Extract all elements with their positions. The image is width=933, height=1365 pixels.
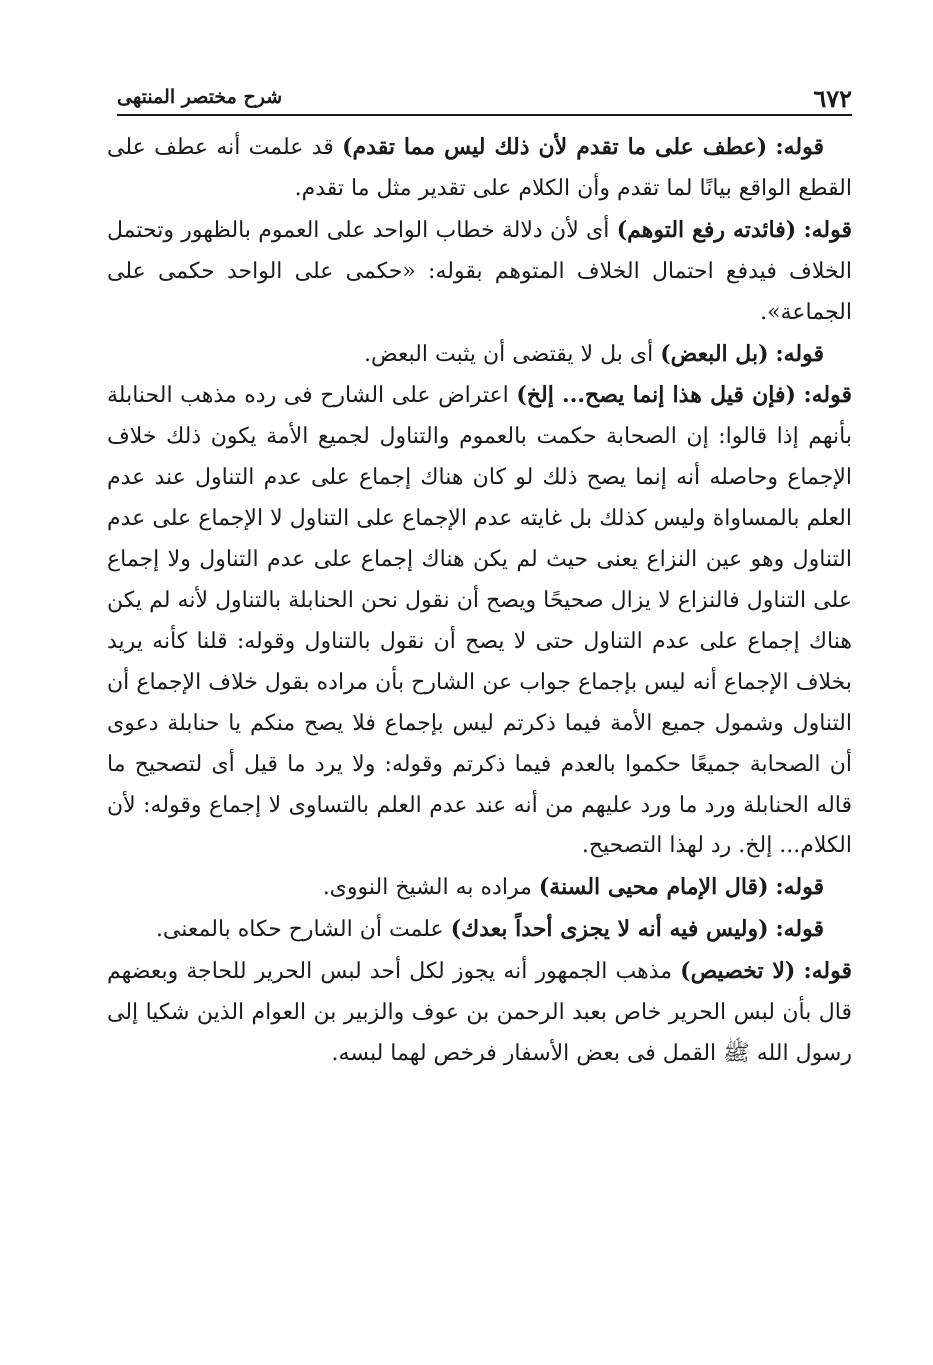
- paragraph-text: مذهب الجمهور أنه يجوز لكل أحد لبس الحرير للحاجة وبعضهم قال بأن لبس الحرير خاص بعبد الرحمن بن عوف والزبير بن العوام الذين شكيا إلى رسول الله ﷺ القمل فى بعض الأسفار فرخص لهما لبسه.: [107, 959, 852, 1066]
- paragraph-label: قوله:: [803, 216, 852, 243]
- quoted-phrase: (لا تخصيص): [680, 958, 796, 985]
- paragraph-text: اعتراض على الشارح فى رده مذهب الحنابلة بأنهم إذا قالوا: إن الصحابة حكمت بالعموم والتناول لجميع الأمة يكون ذلك خلاف الإجماع وحاصله أنه إنما يصح ذلك لو كان هناك إجماع على عدم التناول عند عدم العلم بالمساواة وليس كذلك بل غايته عدم الإجماع على التناول لا الإجماع على عدم التناول وهو عين النزاع يعنى حيث لم يكن هناك إجماع على عدم التناول ولا إجماع على التناول فالنزاع لا يزال صحيحًا ويصح أن نقول نحن الحنابلة بالتناول لأنه لم يكن هناك إجماع على عدم التناول حتى لا يصح أن نقول بالتناول وقوله: قلنا كأنه يريد بخلاف الإجماع أنه ليس بإجماع جواب عن الشارح بأن مراده بقول خلاف الإجماع أن التناول وشمول جميع الأمة فيما ذكرتم ليس بإجماع فلا يصح منكم يا حنابلة دعوى أن الصحابة جميعًا حكموا بالعدم فيما ذكرتم وقوله: ولا يرد ما قيل أى لتصحيح ما قاله الحنابلة ورد ما ورد عليهم من أنه عند عدم العلم بالتساوى لا إجماع وقوله: لأن الكلام... إلخ. رد لهذا التصحيح.: [107, 383, 852, 859]
- page-header: [117, 80, 852, 116]
- paragraph-label: قوله:: [775, 874, 824, 901]
- paragraph: [107, 375, 852, 867]
- paragraph-text: علمت أن الشارح حكاه بالمعنى.: [155, 917, 451, 943]
- commentary-body: [107, 127, 852, 1075]
- paragraph: [107, 867, 852, 909]
- paragraph-label: قوله:: [775, 134, 824, 160]
- paragraph-label: قوله:: [775, 340, 824, 367]
- quoted-phrase: (بل البعض): [660, 340, 769, 367]
- quoted-phrase: (فائدته رفع التوهم): [616, 216, 797, 243]
- paragraph-label: قوله:: [803, 382, 852, 409]
- quoted-phrase: (قال الإمام محيى السنة): [538, 874, 769, 901]
- paragraph-label: قوله:: [803, 958, 852, 985]
- paragraph-text: أى لأن دلالة خطاب الواحد على العموم بالظهور وتحتمل الخلاف فيدفع احتمال الخلاف المتوهم بقوله: «حكمى على الواحد حكمى على الجماعة».: [107, 217, 852, 325]
- quoted-phrase: (عطف على ما تقدم لأن ذلك ليس مما تقدم): [342, 134, 768, 160]
- paragraph-text: مراده به الشيخ النووى.: [322, 875, 539, 901]
- paragraph-label: قوله:: [775, 916, 824, 943]
- header-rule: [117, 114, 852, 116]
- paragraph: [107, 951, 852, 1075]
- running-title: شرح مختصر المنتهى: [117, 86, 283, 108]
- quoted-phrase: (وليس فيه أنه لا يجزى أحداً بعدك): [450, 916, 769, 943]
- paragraph-text: أى بل لا يقتضى أن يثبت البعض.: [363, 341, 661, 367]
- paragraph: [107, 334, 852, 376]
- paragraph: [107, 127, 852, 210]
- page-number: ٦٧٢: [813, 84, 852, 113]
- paragraph-text: قد علمت أنه عطف على القطع الواقع بيانًا لما تقدم وأن الكلام على تقدير مثل ما تقدم.: [107, 135, 852, 201]
- paragraph: [107, 210, 852, 334]
- quoted-phrase: (فإن قيل هذا إنما يصح... إلخ): [516, 382, 796, 409]
- paragraph: [107, 909, 852, 951]
